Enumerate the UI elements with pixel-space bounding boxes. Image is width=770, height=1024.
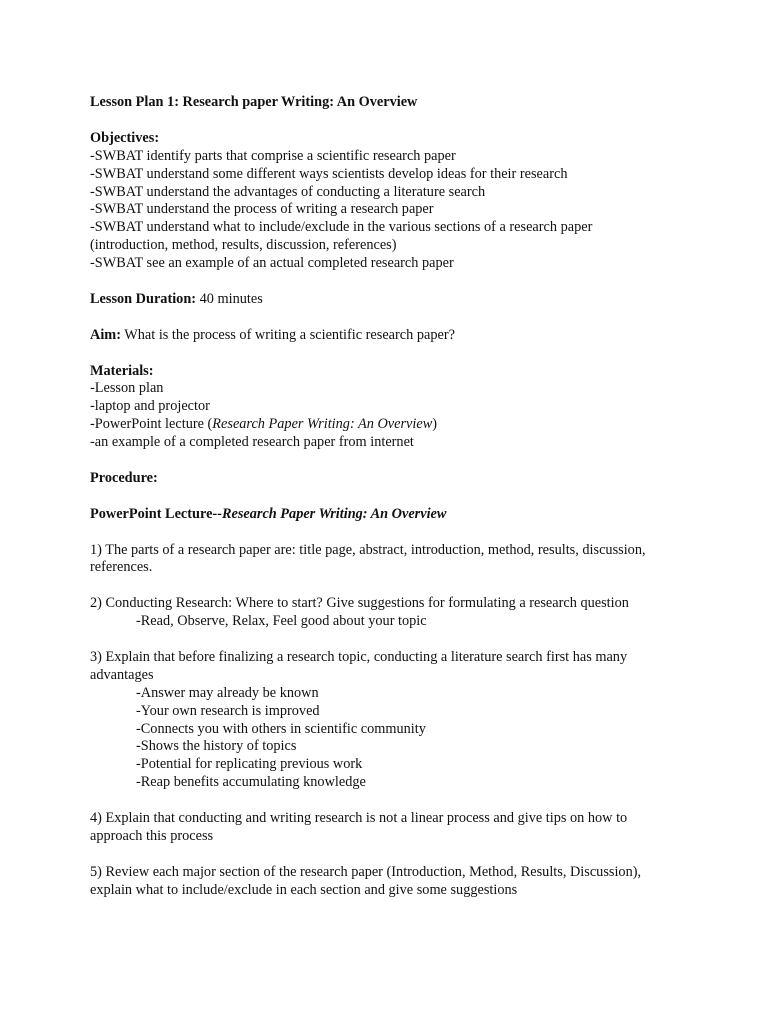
material-item-powerpoint [90, 416, 690, 434]
step-3-sub: -Connects you with others in scientific community [136, 720, 426, 737]
spacer [90, 309, 690, 327]
aim-value: What is the process of writing a scientific research paper? [120, 326, 455, 343]
step-5-line: explain what to include/exclude in each section and give some suggestions [90, 881, 518, 898]
material-item: -laptop and projector [90, 398, 210, 415]
spacer [90, 792, 690, 810]
objective-item: -SWBAT understand some different ways scientists develop ideas for their research [90, 165, 568, 182]
spacer [90, 273, 690, 291]
step-4-line: 4) Explain that conducting and writing research is not a linear process and give tips on how to [90, 810, 628, 827]
procedure-heading: Procedure: [90, 469, 158, 486]
document-page [90, 94, 690, 900]
aim-label: Aim: [90, 326, 121, 343]
objective-item: -SWBAT see an example of an actual completed research paper [90, 255, 454, 272]
spacer [90, 846, 690, 864]
step-3-line: advantages [90, 666, 154, 683]
duration-value: 40 minutes [196, 290, 263, 307]
objective-item: -SWBAT understand the process of writing a research paper [90, 201, 434, 218]
ppt-prefix: -PowerPoint lecture ( [90, 416, 213, 433]
objective-item: (introduction, method, results, discussion, references) [90, 237, 397, 254]
step-3-sub: -Reap benefits accumulating knowledge [136, 774, 366, 791]
spacer [90, 345, 690, 363]
spacer [90, 631, 690, 649]
step-3-sub: -Shows the history of topics [136, 738, 297, 755]
objective-item: -SWBAT understand what to include/exclude in the various sections of a research paper [90, 219, 593, 236]
step-3-sub: -Answer may already be known [136, 684, 319, 701]
spacer [90, 524, 690, 542]
step-3-sub: -Your own research is improved [136, 702, 320, 719]
step-1-line: 1) The parts of a research paper are: title page, abstract, introduction, method, results, discussion, [90, 541, 646, 558]
materials-heading: Materials: [90, 362, 154, 379]
spacer [90, 112, 690, 130]
objective-item: -SWBAT identify parts that comprise a scientific research paper [90, 147, 456, 164]
lecture-title: Research Paper Writing: An Overview [221, 505, 447, 522]
spacer [90, 452, 690, 470]
material-item: -an example of a completed research paper from internet [90, 434, 414, 451]
ppt-suffix: ) [432, 416, 438, 433]
step-4-line: approach this process [90, 828, 214, 844]
lecture-label: PowerPoint Lecture-- [90, 505, 222, 522]
step-3-sub: -Potential for replicating previous work [136, 756, 363, 773]
spacer [90, 488, 690, 506]
spacer [90, 577, 690, 595]
step-3-line: 3) Explain that before finalizing a research topic, conducting a literature search first has many [90, 648, 628, 665]
objective-item: -SWBAT understand the advantages of conducting a literature search [90, 183, 486, 200]
lecture-heading [90, 506, 690, 524]
lesson-aim [90, 327, 690, 345]
objectives-heading: Objectives: [90, 129, 160, 146]
step-2-line: 2) Conducting Research: Where to start? Give suggestions for formulating a research question [90, 595, 629, 612]
document-title: Lesson Plan 1: Research paper Writing: An Overview [90, 94, 418, 110]
step-2-sub: -Read, Observe, Relax, Feel good about your topic [136, 613, 427, 630]
ppt-title: Research Paper Writing: An Overview [212, 416, 433, 433]
lesson-duration [90, 291, 690, 309]
material-item: -Lesson plan [90, 380, 164, 397]
duration-label: Lesson Duration: [90, 290, 197, 307]
step-1-line: references. [90, 559, 153, 576]
step-5-line: 5) Review each major section of the research paper (Introduction, Method, Results, Discussion), [90, 863, 642, 880]
